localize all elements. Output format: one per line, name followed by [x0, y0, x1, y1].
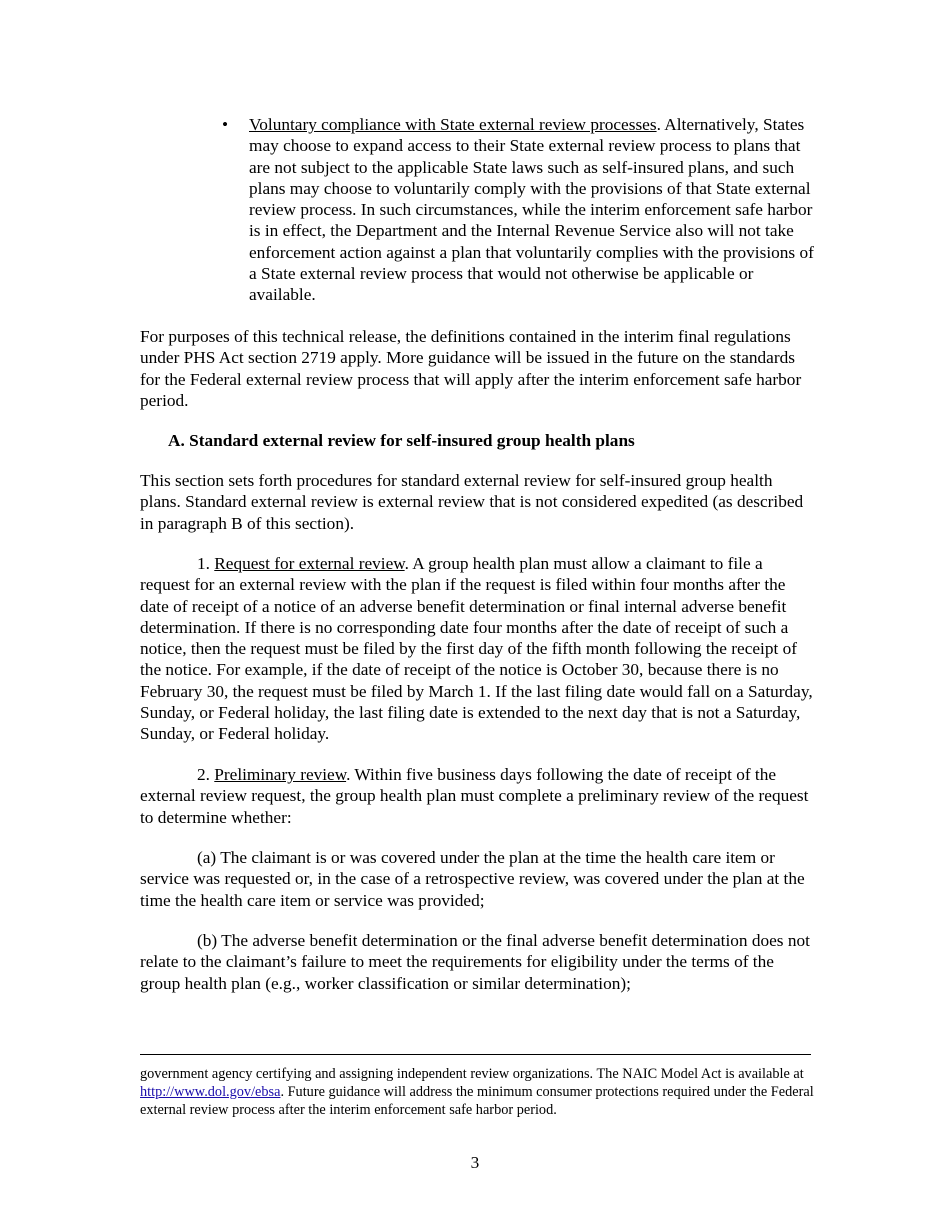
bullet-text — [249, 114, 815, 306]
item-2-number: 2. — [197, 765, 215, 784]
section-intro: This section sets forth procedures for standard external review for self-insured group health plans. Standard external review is external review that is not considered expedited (as described in paragraph B of this section). — [140, 471, 804, 533]
item-1-request — [140, 553, 815, 745]
item-1-number: 1. — [197, 554, 215, 573]
item-2b: (b) The adverse benefit determination or the final adverse benefit determination does not relate to the claimant’s failure to meet the requirements for eligibility under the terms of the group health plan (e.g., worker classification or similar determination); — [140, 931, 810, 993]
item-2a: (a) The claimant is or was covered under the plan at the time the health care item or service was requested or, in the case of a retrospective review, was covered under the plan at the time the health care item or service was provided; — [140, 848, 805, 910]
item-1-title: Request for external review — [214, 554, 405, 573]
page-number: 3 — [470, 1153, 480, 1172]
footnote-divider — [140, 1054, 811, 1055]
bullet-heading: Voluntary compliance with State external review processes — [249, 115, 657, 134]
bullet-body: . Alternatively, States may choose to expand access to their State external review process to plans that are not subject to the applicable State laws such as self-insured plans, and such plans may choose to voluntarily comply with the provisions of that State external review process. In such circumstances, while the interim enforcement safe harbor is in effect, the Department and the Internal Revenue Service also will not take enforcement action against a plan that voluntarily complies with the provisions of a State external review process that would not otherwise be applicable or available. — [249, 115, 814, 305]
section-heading: A. Standard external review for self-insured group health plans — [168, 431, 635, 450]
footnote-text — [140, 1065, 815, 1119]
item-1-text: . A group health plan must allow a claimant to file a request for an external review with the plan if the request is filed within four months after the date of receipt of a notice of an adverse benefit determination or final internal adverse benefit determination. If there is no corresponding date four months after the date of receipt of such a notice, then the request must be filed by the first day of the fifth month following the receipt of the notice. For example, if the date of receipt of the notice is October 30, because there is no February 30, the request must be filed by March 1. If the last filing date would fall on a Saturday, Sunday, or Federal holiday, the last filing date is extended to the next day that is not a Saturday, Sunday, or Federal holiday. — [140, 554, 813, 744]
item-2-preliminary — [140, 764, 815, 828]
ebsa-link[interactable]: http://www.dol.gov/ebsa — [140, 1084, 281, 1100]
purposes-paragraph: For purposes of this technical release, the definitions contained in the interim final regulations under PHS Act section 2719 apply. More guidance will be issued in the future on the standards for the Federal external review process that will apply after the interim enforcement safe harbor period. — [140, 327, 802, 410]
footnote-after-link: . Future guidance will address the minimum consumer protections required under the Federal external review process after the interim enforcement safe harbor period. — [140, 1084, 814, 1118]
footnote-before-link: government agency certifying and assigning independent review organizations. The NAIC Model Act is available at — [140, 1066, 804, 1082]
bullet-point: • — [222, 115, 229, 134]
item-2-text: . Within five business days following the date of receipt of the external review request, the group health plan must complete a preliminary review of the request to determine whether: — [140, 765, 809, 827]
item-2-title: Preliminary review — [214, 765, 347, 784]
